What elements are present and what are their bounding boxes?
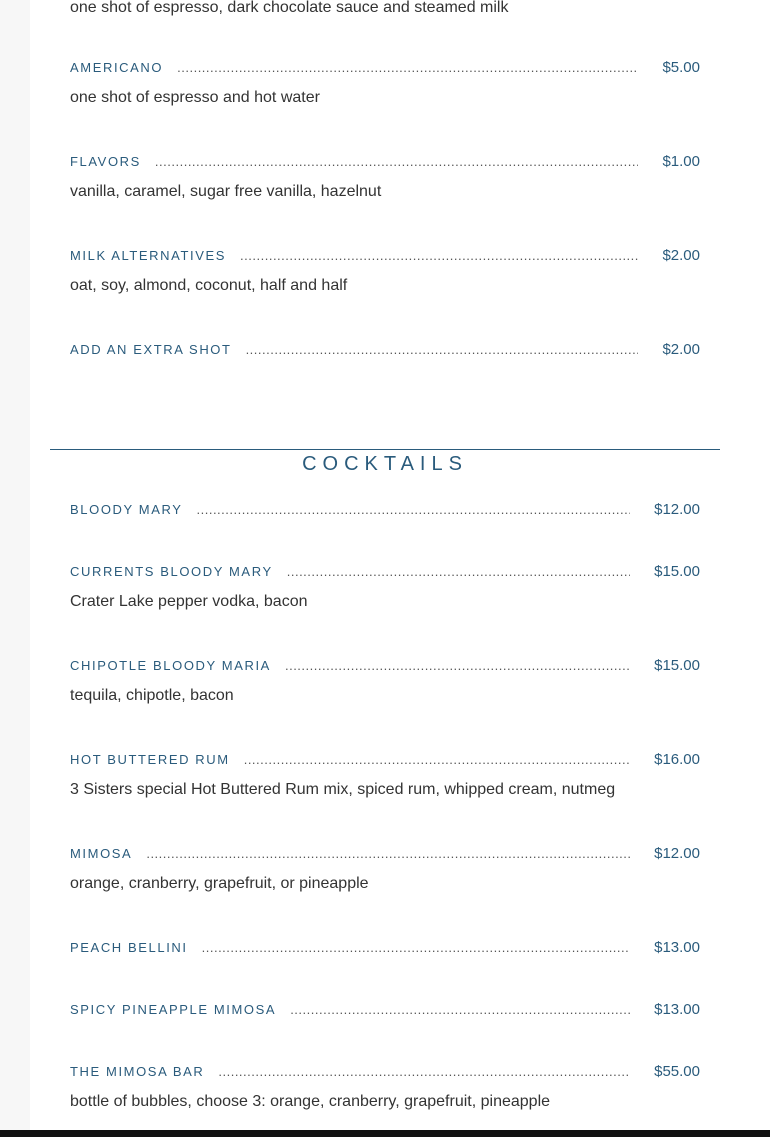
item-price: $12.00 — [654, 845, 700, 862]
dot-leader — [244, 752, 630, 767]
item-description: tequila, chipotle, bacon — [70, 687, 234, 704]
item-description: oat, soy, almond, coconut, half and half — [70, 277, 348, 294]
dot-leader — [285, 658, 630, 673]
item-name: HOT BUTTERED RUM — [70, 752, 230, 767]
menu-item-bloody-mary — [70, 501, 700, 525]
item-name: SPICY PINEAPPLE MIMOSA — [70, 1002, 277, 1017]
item-price: $13.00 — [654, 1001, 700, 1018]
menu-item-americano — [70, 59, 700, 107]
dot-leader — [246, 342, 639, 357]
item-name: PEACH BELLINI — [70, 940, 188, 955]
item-description: 3 Sisters special Hot Buttered Rum mix, spiced rum, whipped cream, nutmeg — [70, 781, 616, 798]
menu-item-spicy-pineapple-mimosa — [70, 1001, 700, 1025]
dot-leader — [287, 564, 630, 579]
item-name: MIMOSA — [70, 846, 133, 861]
dot-leader — [155, 154, 639, 169]
menu-item-currents-bloody-mary — [70, 563, 700, 611]
menu-item-hot-buttered-rum — [70, 751, 700, 799]
item-name: BLOODY MARY — [70, 502, 183, 517]
dot-leader — [177, 60, 638, 75]
dot-leader — [240, 248, 638, 263]
item-price: $2.00 — [662, 247, 700, 264]
item-price: $15.00 — [654, 563, 700, 580]
item-name: FLAVORS — [70, 154, 141, 169]
dot-leader — [218, 1064, 630, 1079]
item-price: $1.00 — [662, 153, 700, 170]
item-description: vanilla, caramel, sugar free vanilla, hazelnut — [70, 183, 382, 200]
item-name: CHIPOTLE BLOODY MARIA — [70, 658, 271, 673]
item-name: ADD AN EXTRA SHOT — [70, 342, 232, 357]
dot-leader — [202, 940, 630, 955]
dot-leader — [146, 846, 630, 861]
item-description: one shot of espresso and hot water — [70, 89, 320, 106]
dot-leader — [197, 502, 631, 517]
item-name: CURRENTS BLOODY MARY — [70, 564, 273, 579]
item-price: $15.00 — [654, 657, 700, 674]
item-price: $55.00 — [654, 1063, 700, 1080]
item-description: bottle of bubbles, choose 3: orange, cranberry, grapefruit, pineapple — [70, 1093, 551, 1110]
item-name: AMERICANO — [70, 60, 164, 75]
menu-item-peach-bellini — [70, 939, 700, 963]
section-title-cocktails: COCKTAILS — [302, 453, 468, 475]
bottom-bar — [0, 1130, 770, 1137]
menu-page — [30, 0, 770, 1130]
menu-item-flavors — [70, 153, 700, 201]
menu-item-milk-alternatives — [70, 247, 700, 295]
menu-item-chipotle-bloody-maria — [70, 657, 700, 705]
item-price: $12.00 — [654, 501, 700, 518]
section-divider — [50, 449, 720, 450]
item-name: MILK ALTERNATIVES — [70, 248, 227, 263]
item-description: one shot of espresso, dark chocolate sauce and steamed milk — [70, 0, 509, 16]
item-description: Crater Lake pepper vodka, bacon — [70, 593, 308, 610]
dot-leader — [290, 1002, 630, 1017]
menu-item-mimosa-bar — [70, 1063, 700, 1111]
item-price: $5.00 — [662, 59, 700, 76]
item-price: $13.00 — [654, 939, 700, 956]
item-price: $16.00 — [654, 751, 700, 768]
menu-item-extra-shot — [70, 341, 700, 365]
item-description: orange, cranberry, grapefruit, or pineapple — [70, 875, 369, 892]
item-price: $2.00 — [662, 341, 700, 358]
menu-item-mimosa — [70, 845, 700, 893]
item-name: THE MIMOSA BAR — [70, 1064, 205, 1079]
